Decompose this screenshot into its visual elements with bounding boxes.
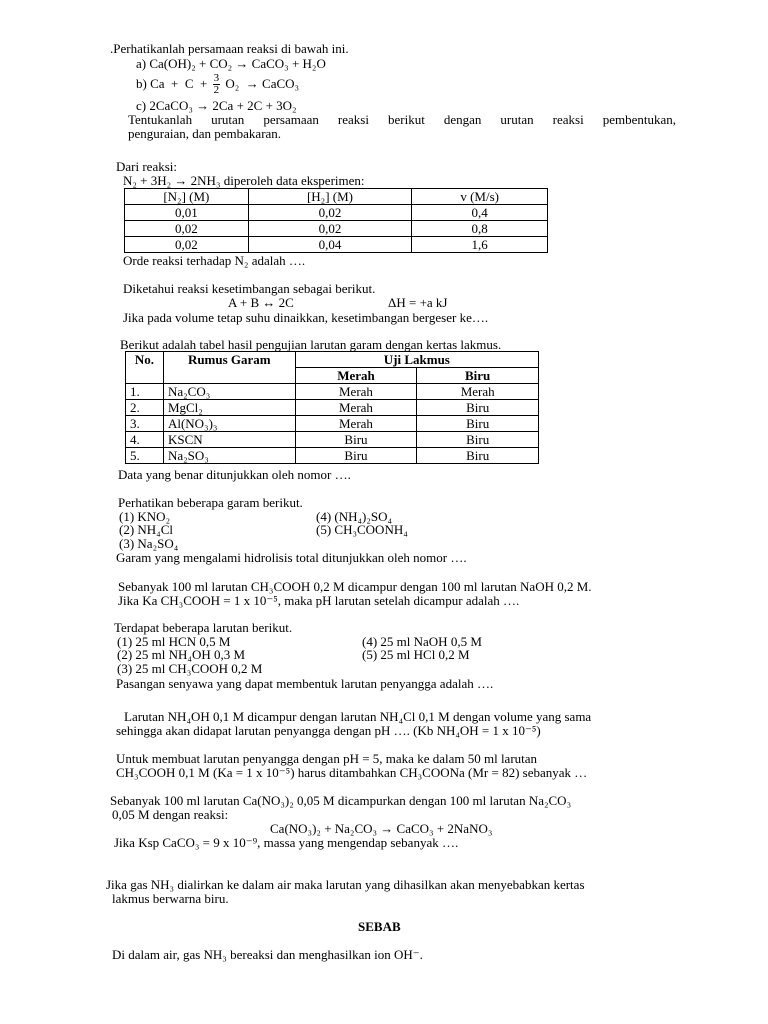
- table-header-litmus: Uji Lakmus: [295, 352, 538, 368]
- q2-question: Orde reaksi terhadap N₂ adalah ….: [123, 253, 306, 268]
- q10-line3: Jika Ksp CaCO₃ = 9 x 10⁻⁹, massa yang mengendap sebanyak ….: [114, 835, 459, 850]
- q8-line1: Larutan NH₄OH 0,1 M dicampur dengan larutan NH₄Cl 0,1 M dengan volume yang sama: [124, 709, 592, 724]
- q11-reason: Di dalam air, gas NH₃ bereaksi dan menghasilkan ion OH⁻.: [112, 947, 423, 962]
- q8-line2: sehingga akan didapat larutan penyangga dengan pH …. (Kb NH₄OH = 1 x 10⁻⁵): [116, 723, 541, 738]
- q11-line2: lakmus berwarna biru.: [112, 891, 229, 906]
- q1-option-a: a) Ca(OH)₂ + CO₂ → CaCO₃ + H₂O: [136, 56, 326, 71]
- q10-line1: Sebanyak 100 ml larutan Ca(NO₃)₂ 0,05 M dicampurkan dengan 100 ml larutan Na₂CO₃: [110, 793, 572, 808]
- q7-item-2: (2) 25 ml NH₄OH 0,3 M: [117, 647, 246, 662]
- table-cell: 1.: [126, 384, 164, 400]
- q7-item-3: (3) 25 ml CH₃COOH 0,2 M: [117, 661, 263, 676]
- table-row: [126, 448, 539, 464]
- table-header-row: [125, 189, 548, 205]
- q6-line1: Sebanyak 100 ml larutan CH₃COOH 0,2 M dicampur dengan 100 ml larutan NaOH 0,2 M.: [118, 579, 592, 594]
- q10-reaction: Ca(NO₃)₂ + Na₂CO₃ → CaCO₃ + 2NaNO₃: [270, 821, 493, 836]
- q5-item-1: (1) KNO₂: [119, 509, 171, 524]
- q5-intro: Perhatikan beberapa garam berikut.: [118, 495, 303, 510]
- q3-intro: Diketahui reaksi kesetimbangan sebagai berikut.: [123, 281, 376, 296]
- table-header-red: Merah: [295, 368, 417, 384]
- table-row: [126, 432, 539, 448]
- table-row: [126, 416, 539, 432]
- table-row: [125, 205, 548, 221]
- table-cell: 2.: [126, 400, 164, 416]
- q1-option-b: [136, 71, 299, 97]
- table-cell: 3.: [126, 416, 164, 432]
- q9-line1: Untuk membuat larutan penyangga dengan pH = 5, maka ke dalam 50 ml larutan: [116, 751, 538, 766]
- table-row: [126, 400, 539, 416]
- q5-question: Garam yang mengalami hidrolisis total ditunjukkan oleh nomor ….: [116, 550, 467, 565]
- table-header-no: No.: [126, 352, 164, 384]
- table-header-row: [126, 352, 539, 368]
- table-cell: Biru: [417, 416, 539, 432]
- table-cell: Biru: [417, 400, 539, 416]
- table-cell: 0,02: [248, 205, 412, 221]
- q1-fraction-denominator: 2: [213, 83, 220, 96]
- table-cell: Biru: [295, 432, 417, 448]
- table-cell: 0,01: [125, 205, 249, 221]
- q1-intro: .Perhatikanlah persamaan reaksi di bawah ini.: [110, 41, 349, 56]
- q1-option-c: c) 2CaCO₃ → 2Ca + 2C + 3O₂: [136, 98, 297, 113]
- table-cell: 0,02: [125, 221, 249, 237]
- table-header-cell: [N₂] (M): [125, 189, 249, 205]
- q7-question: Pasangan senyawa yang dapat membentuk larutan penyangga adalah ….: [116, 676, 494, 691]
- q11-sebab: SEBAB: [358, 919, 401, 934]
- table-cell: 0,4: [412, 205, 548, 221]
- table-cell: Al(NO₃)₃: [163, 416, 295, 432]
- table-cell: 0,8: [412, 221, 548, 237]
- table-cell: Na₂SO₃: [163, 448, 295, 464]
- q7-item-5: (5) 25 ml HCl 0,2 M: [362, 647, 470, 662]
- q4-intro: Berikut adalah tabel hasil pengujian larutan garam dengan kertas lakmus.: [120, 337, 502, 352]
- q2-intro: Dari reaksi:: [116, 159, 178, 174]
- q6-line2: Jika Ka CH₃COOH = 1 x 10⁻⁵, maka pH larutan setelah dicampur adalah ….: [118, 593, 520, 608]
- q1-fraction: [213, 73, 221, 96]
- table-cell: 1,6: [412, 237, 548, 253]
- q1-question-line2: penguraian, dan pembakaran.: [128, 126, 282, 141]
- table-cell: Na₂CO₃: [163, 384, 295, 400]
- table-cell: Merah: [295, 384, 417, 400]
- table-cell: Biru: [417, 448, 539, 464]
- table-row: [126, 384, 539, 400]
- table-cell: Biru: [417, 432, 539, 448]
- table-cell: 0,02: [248, 221, 412, 237]
- q4-question: Data yang benar ditunjukkan oleh nomor ….: [118, 467, 351, 482]
- table-header-blue: Biru: [417, 368, 539, 384]
- q10-line2: 0,05 M dengan reaksi:: [112, 807, 229, 822]
- q2-reaction: N₂ + 3H₂ → 2NH₃ diperoleh data eksperimen:: [123, 173, 365, 188]
- q5-item-4: (4) (NH₄)₂SO₄: [316, 509, 393, 524]
- table-cell: 5.: [126, 448, 164, 464]
- q7-item-1: (1) 25 ml HCN 0,5 M: [117, 634, 231, 649]
- table-cell: Merah: [295, 400, 417, 416]
- table-cell: Biru: [295, 448, 417, 464]
- q3-enthalpy: ΔH = +a kJ: [388, 295, 448, 310]
- q5-item-3: (3) Na₂SO₄: [119, 536, 179, 551]
- table-cell: KSCN: [163, 432, 295, 448]
- q5-item-2: (2) NH₄Cl: [119, 522, 173, 537]
- table-row: [125, 221, 548, 237]
- table-header-formula: Rumus Garam: [163, 352, 295, 384]
- table-header-cell: [H₂] (M): [248, 189, 412, 205]
- q5-item-5: (5) CH₃COONH₄: [316, 522, 408, 537]
- table-cell: MgCl₂: [163, 400, 295, 416]
- table-cell: 0,04: [248, 237, 412, 253]
- table-cell: 0,02: [125, 237, 249, 253]
- q7-intro: Terdapat beberapa larutan berikut.: [114, 620, 293, 635]
- q4-litmus-table: [125, 351, 539, 464]
- q3-reaction: A + B ↔ 2C: [228, 295, 294, 310]
- q2-data-table: [124, 188, 548, 253]
- q3-question: Jika pada volume tetap suhu dinaikkan, kesetimbangan bergeser ke….: [123, 310, 489, 325]
- q11-line1: Jika gas NH₃ dialirkan ke dalam air maka larutan yang dihasilkan akan menyebabkan kertas: [106, 877, 585, 892]
- q7-item-4: (4) 25 ml NaOH 0,5 M: [362, 634, 482, 649]
- q1-fraction-numerator: 3: [213, 71, 220, 84]
- table-cell: Merah: [295, 416, 417, 432]
- table-cell: Merah: [417, 384, 539, 400]
- table-header-cell: v (M/s): [412, 189, 548, 205]
- q1-option-b-suffix: O₂ → CaCO₃: [222, 76, 300, 91]
- table-cell: 4.: [126, 432, 164, 448]
- q9-line2: CH₃COOH 0,1 M (Ka = 1 x 10⁻⁵) harus ditambahkan CH₃COONa (Mr = 82) sebanyak …: [116, 765, 588, 780]
- table-row: [125, 237, 548, 253]
- q1-option-b-prefix: b) Ca + C +: [136, 76, 211, 91]
- q1-question-line1: Tentukanlah urutan persamaan reaksi berikut dengan urutan reaksi pembentukan,: [128, 112, 676, 127]
